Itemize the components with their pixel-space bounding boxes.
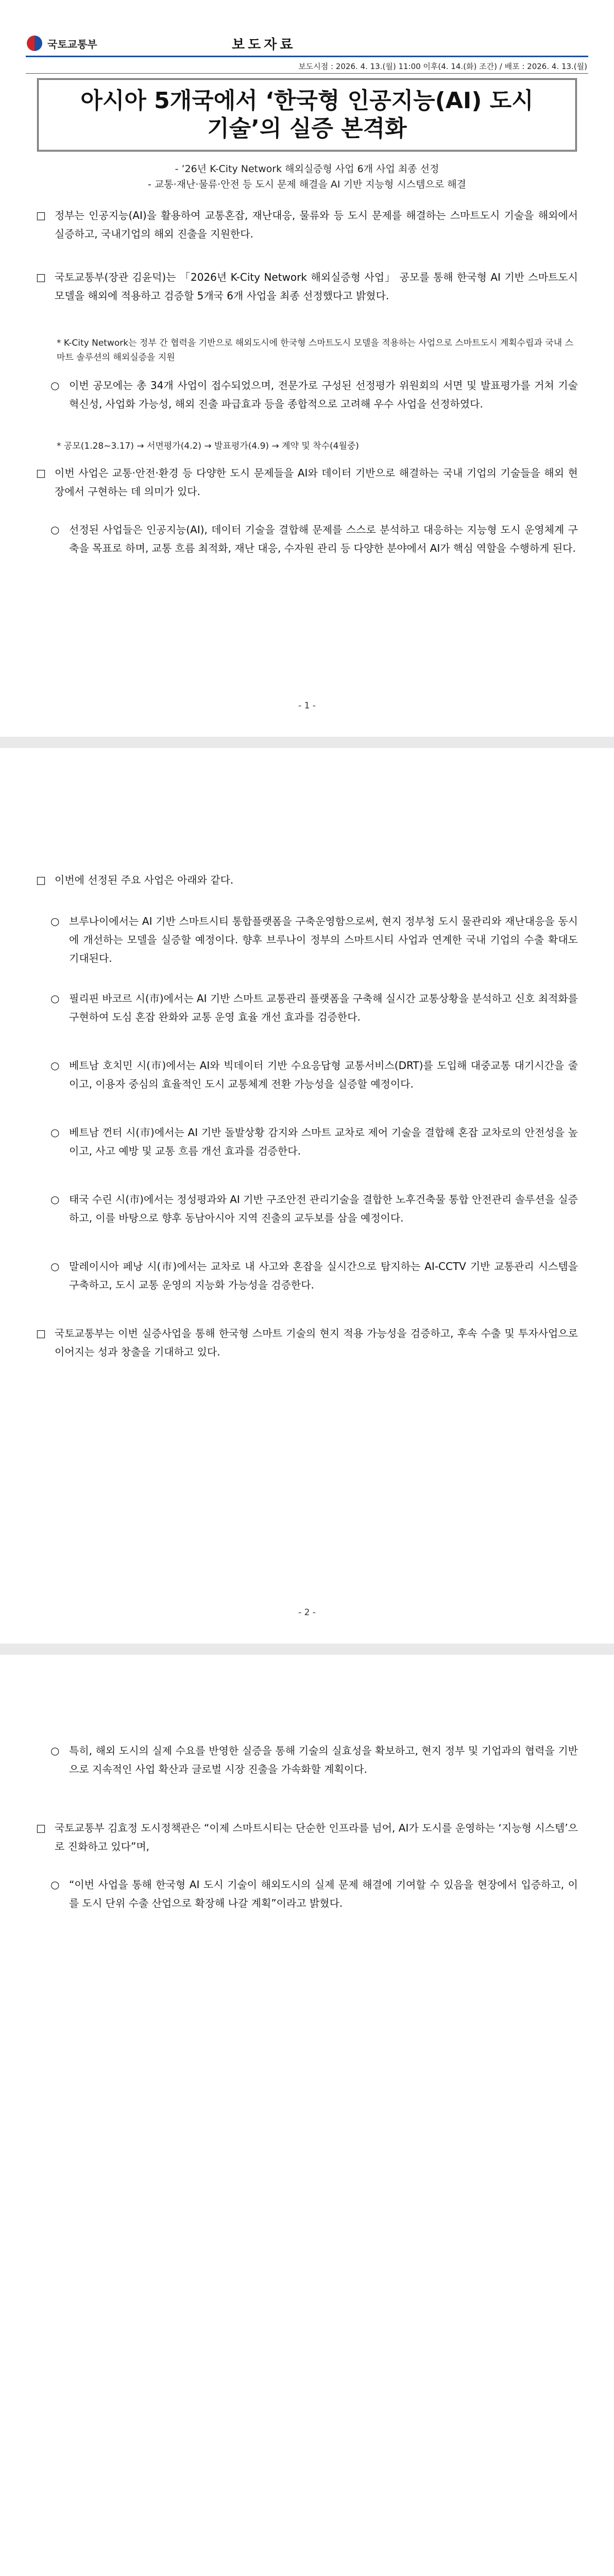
paragraph: ○ 특히, 해외 도시의 실제 수요를 반영한 실증을 통해 기술의 실효성을 확보하고, 현지 정부 및 기업과의 협력을 기반으로 지속적인 사업 확산과 글로벌 시장 진출을 가속화할 계획이다.	[50, 1744, 578, 1775]
subtitle-2: - 교통·재난·물류·안전 등 도시 문제 해결을 AI 기반 지능형 시스템으로 해결	[148, 179, 466, 190]
title-box	[37, 78, 577, 151]
page-break	[0, 737, 614, 748]
title-line-1: 아시아 5개국에서 ‘한국형 인공지능(AI) 도시	[80, 88, 534, 114]
release-info: 보도시점 : 2026. 4. 13.(월) 11:00 이후(4. 14.(화) 조간) / 배포 : 2026. 4. 13.(월)	[298, 62, 587, 71]
paragraph: □ 정부는 인공지능(AI)을 활용하여 교통혼잡, 재난대응, 물류와 등 도시 문제를 해결하는 스마트도시 기술을 해외에서 실증하고, 국내기업의 해외 진출을 지원한다.	[36, 209, 578, 240]
paragraph: ○ 이번 공모에는 총 34개 사업이 접수되었으며, 전문가로 구성된 선정평가 위원회의 서면 및 발표평가를 거쳐 기술 혁신성, 사업화 가능성, 해외 진출 파급효과 등을 종합적으로 고려해 우수 사업을 선정하였다.	[50, 379, 578, 410]
ministry-name: 국토교통부	[47, 38, 97, 50]
paragraph: ○ 베트남 호치민 시(市)에서는 AI와 빅데이터 기반 수요응답형 교통서비스(DRT)를 도입해 대중교통 대기시간을 줄이고, 이용자 중심의 효율적인 도시 교통체계 전환 가능성을 실증할 예정이다.	[50, 1059, 578, 1090]
header-rule-thin	[26, 73, 588, 74]
paragraph: □ 국토교통부는 이번 실증사업을 통해 한국형 스마트 기술의 현지 적용 가능성을 검증하고, 후속 수출 및 투자사업으로 이어지는 성과 창출을 기대하고 있다.	[36, 1327, 578, 1358]
doc-type: 보도자료	[232, 37, 296, 53]
page-number: - 2 -	[298, 1607, 316, 1618]
footnote: * K-City Network는 정부 간 협력을 기반으로 해외도시에 한국형 스마트도시 모델을 적용하는 사업으로 스마트도시 계획수립과 국내 스마트 솔루션의 해외실증을 지원	[57, 338, 574, 363]
page-number: - 1 -	[298, 701, 316, 711]
paragraph: ○ “이번 사업을 통해 한국형 AI 도시 기술이 해외도시의 실제 문제 해결에 기여할 수 있음을 현장에서 입증하고, 이를 도시 단위 수출 산업으로 확장해 나갈 계획”이라고 밝혔다.	[50, 1878, 578, 1909]
paragraph: ○ 필리핀 바코르 시(市)에서는 AI 기반 스마트 교통관리 플랫폼을 구축해 실시간 교통상황을 분석하고 신호 최적화를 구현하여 도심 혼잡 완화와 교통 운영 효율 개선 효과를 검증한다.	[50, 992, 578, 1023]
press-header	[0, 0, 614, 62]
title-line-2: 기술’의 실증 본격화	[207, 115, 407, 142]
footnote: * 공모(1.28~3.17) → 서면평가(4.2) → 발표평가(4.9) → 계약 및 착수(4월중)	[57, 441, 359, 451]
paragraph: ○ 베트남 껀터 시(市)에서는 AI 기반 돌발상황 감지와 스마트 교차로 제어 기술을 결합해 혼잡 교차로의 안전성을 높이고, 사고 예방 및 교통 흐름 개선 효과를 검증한다.	[50, 1126, 578, 1157]
paragraph: □ 이번 사업은 교통·안전·환경 등 다양한 도시 문제들을 AI와 데이터 기반으로 해결하는 국내 기업의 기술들을 해외 현장에서 구현하는 데 의미가 있다.	[36, 467, 578, 498]
header-rule	[26, 56, 588, 57]
ministry-logo	[27, 33, 109, 54]
ministry-emblem-icon	[27, 36, 42, 51]
paragraph: □ 국토교통부 김효정 도시정책관은 “이제 스마트시티는 단순한 인프라를 넘어, AI가 도시를 운영하는 ‘지능형 시스템’으로 진화하고 있다”며,	[36, 1822, 578, 1853]
paragraph: ○ 브루나이에서는 AI 기반 스마트시티 통합플랫폼을 구축운영함으로써, 현지 정부청 도시 물관리와 재난대응을 동시에 개선하는 모델을 실증할 예정이다. 향후 브루나이 정부의 스마트시티 사업과 연계한 국내 기업의 수출 확대도 기대된다.	[50, 915, 578, 964]
page-break	[0, 1643, 614, 1655]
paragraph: ○ 선정된 사업들은 인공지능(AI), 데이터 기술을 결합해 문제를 스스로 분석하고 대응하는 지능형 도시 운영체계 구축을 목표로 하며, 교통 흐름 최적화, 재난 대응, 수자원 관리 등 다양한 분야에서 AI가 핵심 역할을 수행하게 된다.	[50, 523, 578, 554]
paragraph: ○ 태국 수린 시(市)에서는 정성평과와 AI 기반 구조안전 관리기술을 결합한 노후건축물 통합 안전관리 솔루션을 실증하고, 이를 바탕으로 향후 동남아시아 지역 진출의 교두보를 삼을 예정이다.	[50, 1193, 578, 1224]
subtitle-1: - ’26년 K-City Network 해외실증형 사업 6개 사업 최종 선정	[175, 163, 439, 175]
paragraph: □ 이번에 선정된 주요 사업은 아래와 같다.	[36, 874, 234, 886]
paragraph: □ 국토교통부(장관 김윤덕)는 「2026년 K-City Network 해외실증형 사업」 공모를 통해 한국형 AI 기반 스마트도시 모델을 해외에 적용하고 검증할 5개국 6개 사업을 최종 선정했다고 밝혔다.	[36, 271, 578, 302]
paragraph: ○ 말레이시아 페낭 시(市)에서는 교차로 내 사고와 혼잡을 실시간으로 탐지하는 AI-CCTV 기반 교통관리 시스템을 구축하고, 도시 교통 운영의 지능화 가능성을 검증한다.	[50, 1260, 578, 1291]
